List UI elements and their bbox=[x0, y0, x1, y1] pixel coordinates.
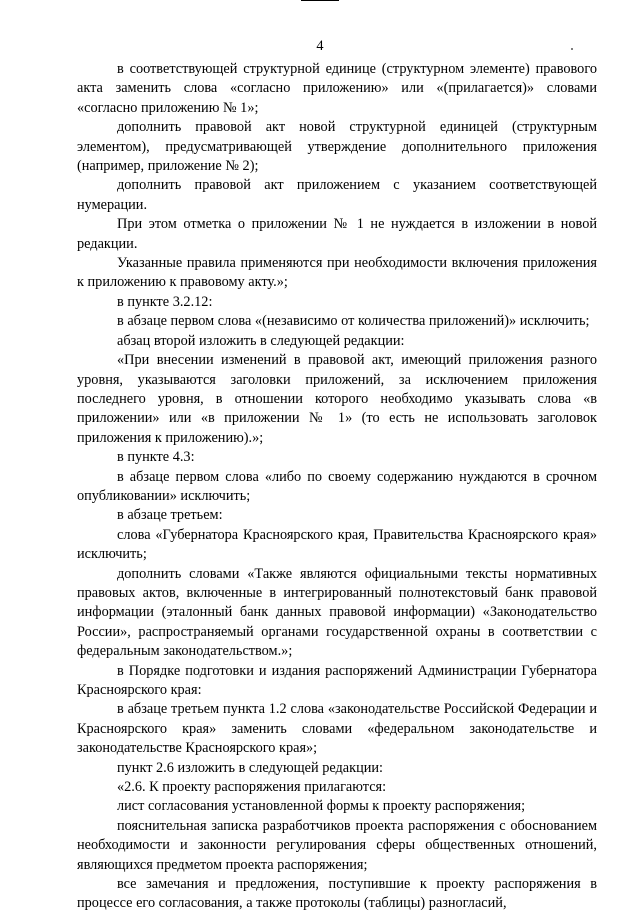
paragraph: абзац второй изложить в следующей редакции: bbox=[117, 332, 405, 349]
page-number: 4 bbox=[316, 38, 324, 54]
paragraph: в пункте 3.2.12: bbox=[117, 293, 213, 310]
paragraph: «При внесении изменений в правовой акт, имеющий приложения разного уровня, указываются заголовки приложений, за исключением приложения последнего уровня, в отношении которого необходимо указывать слова «в приложении» или «в приложении № 1» (то есть не использовать заголовок приложения к приложению).»; bbox=[77, 352, 597, 446]
paragraph: «2.6. К проекту распоряжения прилагаются: bbox=[117, 779, 387, 796]
paragraph: в абзаце первом слова «(независимо от количества приложений)» исключить; bbox=[117, 313, 590, 330]
paragraph: в абзаце третьем пункта 1.2 слова «законодательстве Российской Федерации и Красноярского края» заменить словами «федеральном законодательстве и законодательстве Красноярского края»; bbox=[77, 701, 597, 757]
paragraph: лист согласования установленной формы к проекту распоряжения; bbox=[117, 798, 526, 815]
paragraph: слова «Губернатора Красноярского края, Правительства Красноярского края» исключить; bbox=[77, 526, 597, 563]
paragraph: в абзаце первом слова «либо по своему содержанию нуждаются в срочном опубликовании» исключить; bbox=[77, 468, 597, 504]
paragraph: дополнить словами «Также являются официальными тексты нормативных правовых актов, включенные в интегрированный полнотекстовый банк правовой информации (эталонный банк данных правовой информации) «Законодательство России», распространяемый органами государственной охраны в соответствии с федеральным законодательством.»; bbox=[77, 565, 597, 660]
paragraph: дополнить правовой акт приложением с указанием соответствующей нумерации. bbox=[77, 177, 597, 213]
scan-speck bbox=[571, 48, 573, 50]
paragraph: пояснительная записка разработчиков проекта распоряжения с обоснованием необходимости и законности регулирования сферы общественных отношений, являющихся предметом проекта распоряжения; bbox=[77, 817, 597, 873]
paragraph: в абзаце третьем: bbox=[117, 507, 223, 524]
paragraph: дополнить правовой акт новой структурной единицей (структурным элементом), предусматривающей утверждение дополнительного приложения (например, приложение № 2); bbox=[77, 119, 597, 175]
document-body bbox=[77, 60, 597, 914]
paragraph: все замечания и предложения, поступившие к проекту распоряжения в процессе его согласования, а также протоколы (таблицы) разногласий, bbox=[77, 876, 597, 912]
paragraph: Указанные правила применяются при необходимости включения приложения к приложению к правовому акту.»; bbox=[77, 255, 597, 291]
paragraph: в пункте 4.3: bbox=[117, 449, 195, 466]
paragraph: в соответствующей структурной единице (структурном элементе) правового акта заменить слова «согласно приложению» или «(прилагается)» словами «согласно приложению № 1»; bbox=[77, 61, 597, 116]
paragraph: пункт 2.6 изложить в следующей редакции: bbox=[117, 759, 384, 776]
paragraph: При этом отметка о приложении № 1 не нуждается в изложении в новой редакции. bbox=[77, 216, 597, 252]
paragraph: в Порядке подготовки и издания распоряжений Администрации Губернатора Красноярского края: bbox=[77, 662, 597, 698]
top-edge-mark bbox=[301, 0, 339, 1]
